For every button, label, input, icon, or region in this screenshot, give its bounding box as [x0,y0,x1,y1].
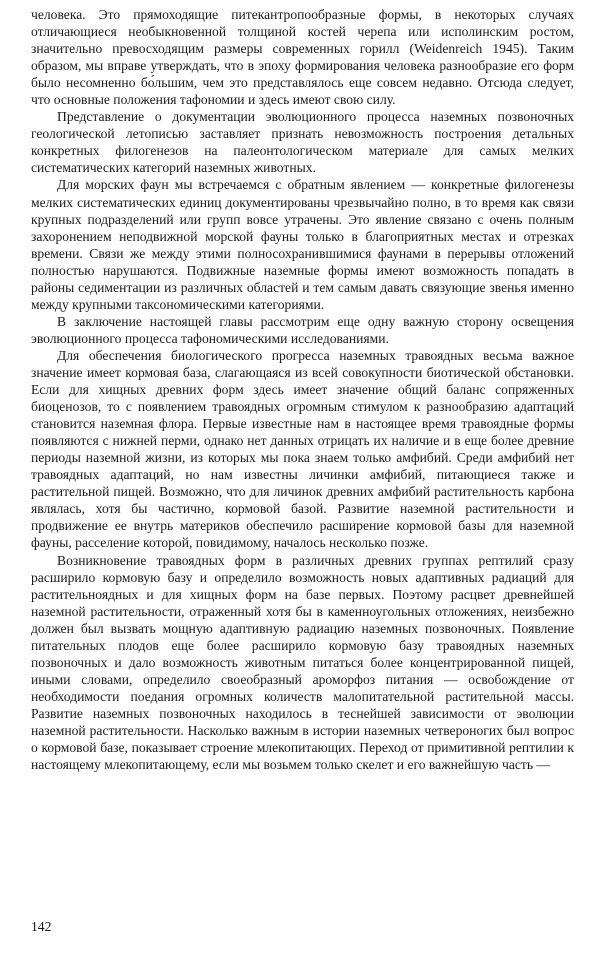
paragraph-4: В заключение настоящей главы рассмотрим еще одну важную сторону освещения эволюционного процесса тафономическими исследованиями. [31,313,574,346]
paragraph-6: Возникновение травоядных форм в различных древних группах рептилий сразу расширило кормовую базу и определило возможность новых адаптивных радиаций для растительноядных и для хищных форм на базе первых. Поэтому расцвет древнейшей наземной растительности, отраженный хотя бы в каменноугольных отложениях, неизбежно должен был вызвать мощную адаптивную радиацию наземных позвоночных. Появление питательных плодов еще более расширило кормовую базу травоядных наземных позвоночных и дало возможность животным питаться более концентрированной пищей, иными словами, определило своеобразный ароморфоз питания — освобождение от необходимости поедания огромных количеств малопитательной растительной массы. Развитие наземных позвоночных находилось в теснейшей зависимости от эволюции наземной растительности. Насколько важным в истории наземных четвероногих был вопрос о кормовой базе, показывает строение млекопитающих. Переход от примитивной рептилии к настоящему млекопитающему, если мы возьмем только скелет и его важнейшую часть — [31,552,574,773]
page-number: 142 [31,919,52,934]
paragraph-1: человека. Это прямоходящие питекантропообразные формы, в некоторых случаях отличающиеся необыкновенной толщиной костей черепа или исполинским ростом, значительно превосходящим размеры современных горилл (Weidenreich 1945). Таким образом, мы вправе утверждать, что в эпоху формирования человека разнообразие его форм было несомненно бо́льшим, чем это представлялось еще совсем недавно. Отсюда следует, что основные положения тафономии и здесь имеют свою силу. [31,7,574,108]
paragraph-5: Для обеспечения биологического прогресса наземных травоядных весьма важное значение имеет кормовая база, слагающаяся из всей совокупности биотической обстановки. Если для хищных древних форм здесь имеет значение общий баланс сопряженных биоценозов, то с появлением травоядных огромным стимулом к разнообразию адаптаций становится наземная флора. Первые известные нам в настоящее время травоядные формы появляются с нижней перми, однако нет данных отрицать их наличие и в еще более древние периоды наземной жизни, из которых мы пока знаем только амфибий. Среди амфибий нет травоядных адаптаций, но нам известны личинки амфибий, питающиеся также и растительной пищей. Возможно, что для личинок древних амфибий растительность карбона являлась, хотя бы частично, кормовой базой. Развитие наземной растительности и продвижение ее внутрь материков обеспечило расширение кормовой базы для наземной фауны, расселение которой, повидимому, началось несколько позже. [31,347,574,551]
paragraph-2: Представление о документации эволюционного процесса наземных позвоночных геологической летописью заставляет признать невозможность построения детальных конкретных филогенезов на палеонтологическом материале для самых мелких систематических категорий наземных животных. [31,109,574,176]
body-text [31,6,574,773]
paragraph-3: Для морских фаун мы встречаемся с обратным явлением — конкретные филогенезы мелких систематических единиц документированы чрезвычайно полно, в то время как связи крупных подразделений или групп вовсе утрачены. Это явление связано с очень полным захоронением неподвижной морской фауны только в благоприятных местах и отрезках времени. Связи же между этими полносохранившимися фаунами в перерывы отложений полностью нарушаются. Подвижные наземные формы имеют возможность попадать в районы седиментации из различных областей и тем самым давать связующие звенья именно между крупными таксономическими категориями. [31,177,574,312]
